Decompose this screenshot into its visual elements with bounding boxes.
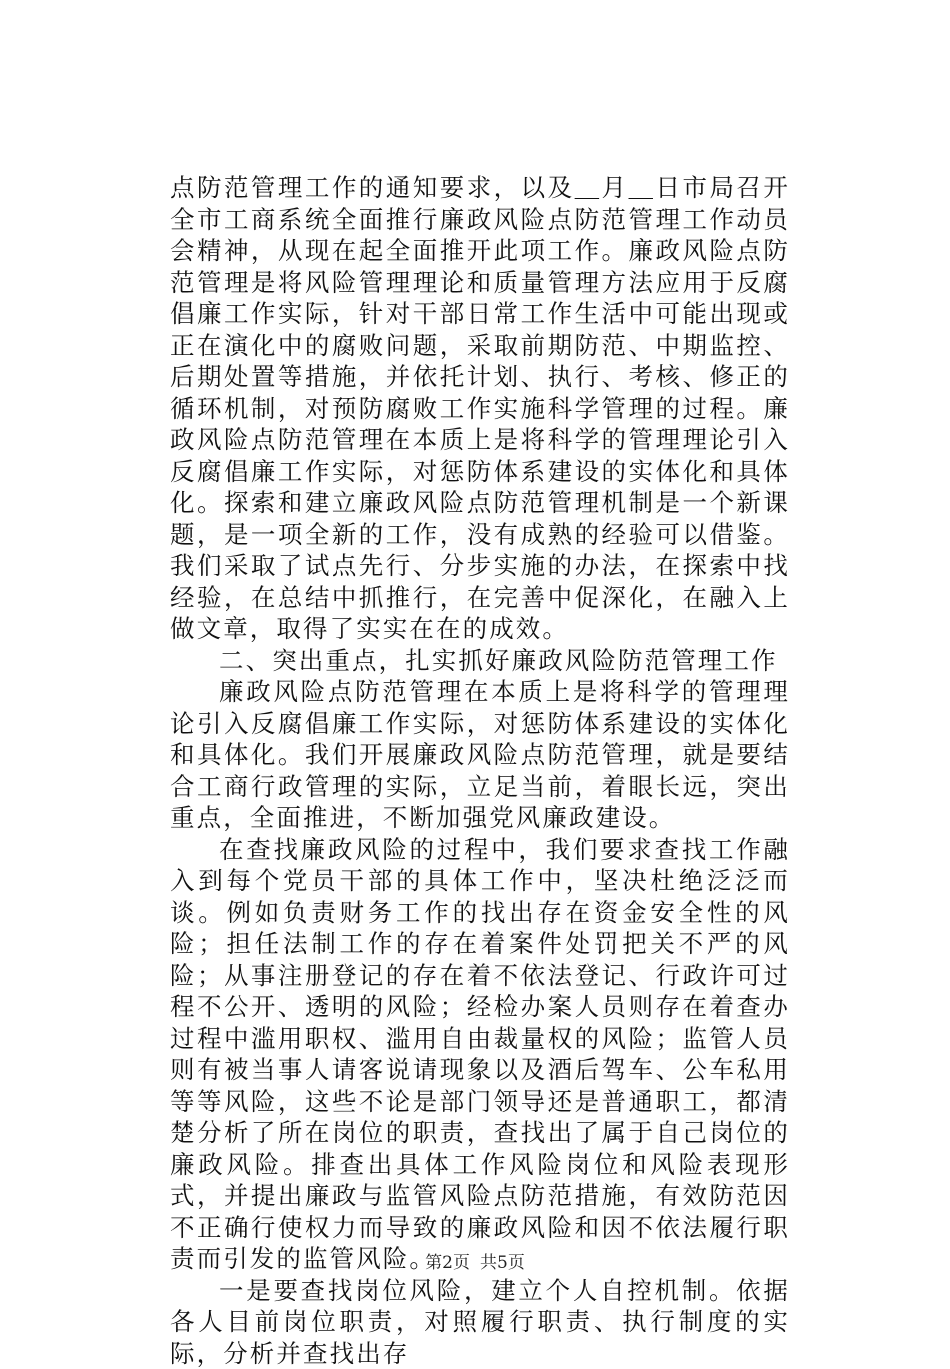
paragraph-5: 一是要查找岗位风险，建立个人自控机制。依据各人目前岗位职责，对照履行职责、执行制度的实际，分析并查找出存 [170, 1275, 790, 1369]
page-total: 共5页 [480, 1248, 525, 1273]
paragraph-3: 廉政风险点防范管理在本质上是将科学的管理理论引入反腐倡廉工作实际，对惩防体系建设的实体化和具体化。我们开展廉政风险点防范管理，就是要结合工商行政管理的实际，立足当前，着眼长远，突出重点，全面推进，不断加强党风廉政建设。 [170, 676, 790, 834]
section-heading: 二、突出重点，扎实抓好廉政风险防范管理工作 [170, 645, 790, 677]
paragraph-4: 在查找廉政风险的过程中，我们要求查找工作融入到每个党员干部的具体工作中，坚决杜绝泛泛而谈。例如负责财务工作的找出存在资金安全性的风险；担任法制工作的存在着案件处罚把关不严的风险；从事注册登记的存在着不依法登记、行政许可过程不公开、透明的风险；经检办案人员则存在着查办过程中滥用职权、滥用自由裁量权的风险；监管人员则有被当事人请客说请现象以及酒后驾车、公车私用等等风险，这些不论是部门领导还是普通职工，都清楚分析了所在岗位的职责，查找出了属于自己岗位的廉政风险。排查出具体工作风险岗位和风险表现形式，并提出廉政与监管风险点防范措施，有效防范因不正确行使权力而导致的廉政风险和因不依法履行职责而引发的监管风险。 [170, 834, 790, 1275]
page-number: 第2页 [425, 1248, 470, 1273]
document-body [170, 172, 790, 1369]
paragraph-1: 点防范管理工作的通知要求，以及＿月＿日市局召开全市工商系统全面推行廉政风险点防范管理工作动员会精神，从现在起全面推开此项工作。廉政风险点防范管理是将风险管理理论和质量管理方法应用于反腐倡廉工作实际，针对干部日常工作生活中可能出现或正在演化中的腐败问题，采取前期防范、中期监控、后期处置等措施，并依托计划、执行、考核、修正的循环机制，对预防腐败工作实施科学管理的过程。廉政风险点防范管理在本质上是将科学的管理理论引入反腐倡廉工作实际，对惩防体系建设的实体化和具体化。探索和建立廉政风险点防范管理机制是一个新课题，是一项全新的工作，没有成熟的经验可以借鉴。我们采取了试点先行、分步实施的办法，在探索中找经验，在总结中抓推行，在完善中促深化，在融入上做文章，取得了实实在在的成效。 [170, 172, 790, 645]
page-footer [0, 1248, 950, 1273]
